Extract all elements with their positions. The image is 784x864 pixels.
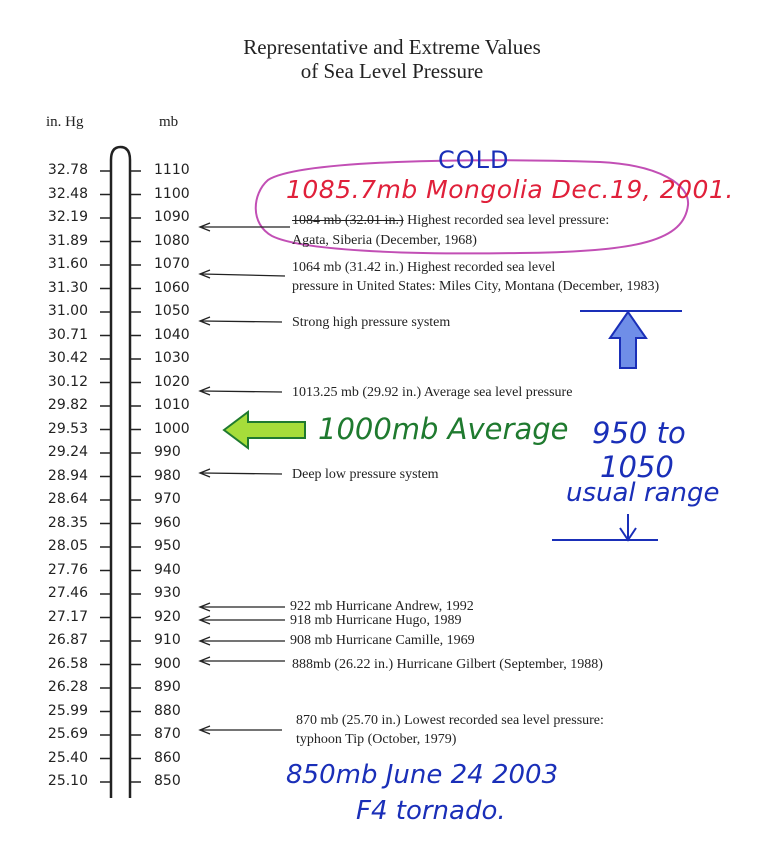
scale-label-inhg: 27.46 (47, 585, 88, 601)
scale-label-inhg: 25.99 (47, 702, 88, 719)
scale-label-inhg: 31.00 (47, 303, 88, 319)
scale-label-mb: 890 (154, 679, 181, 695)
note-deep-low: Deep low pressure system (292, 467, 439, 482)
scale-label-mb: 860 (154, 749, 181, 766)
scale-label-mb: 1020 (154, 373, 190, 390)
scale-label-mb: 1000 (154, 420, 190, 437)
scale-label-inhg: 31.89 (47, 232, 88, 249)
hand-cold: COLD (438, 146, 510, 174)
scale-label-mb: 1080 (154, 232, 190, 249)
scale-label-inhg: 25.40 (47, 749, 88, 766)
scale-label-mb: 1010 (154, 397, 190, 413)
scale-label-inhg: 29.82 (47, 397, 88, 413)
scale-label-inhg: 26.87 (47, 632, 88, 648)
scale-label-inhg: 28.64 (47, 491, 88, 507)
scale-label-mb: 1040 (154, 326, 190, 343)
scale-ticks (100, 171, 141, 782)
scale-label-mb: 980 (154, 467, 181, 484)
scale-label-inhg: 26.28 (47, 679, 88, 695)
unit-label-mb: mb (159, 114, 179, 130)
hand-tornado-1: 850mb June 24 2003 (286, 760, 559, 790)
note-tip-2: typhoon Tip (October, 1979) (296, 732, 457, 747)
scale-label-inhg: 31.30 (47, 279, 88, 296)
scale-label-mb: 870 (154, 726, 181, 742)
scale-label-mb: 1090 (154, 209, 190, 225)
hand-tornado-2: F4 tornado. (356, 796, 506, 826)
scale-label-mb: 1110 (154, 162, 190, 178)
scale-label-mb: 940 (154, 561, 181, 578)
scale-label-inhg: 30.71 (47, 326, 88, 343)
scale-label-mb: 970 (154, 491, 181, 507)
scale-label-mb: 930 (154, 585, 181, 601)
scale-label-mb: 950 (154, 538, 181, 554)
scale-label-mb: 1100 (154, 185, 190, 202)
scale-label-inhg: 32.19 (47, 209, 88, 225)
note-tip-1: 870 mb (25.70 in.) Lowest recorded sea level pressure: (296, 713, 604, 728)
scale-label-inhg: 26.58 (47, 655, 88, 672)
scale-label-inhg: 29.24 (47, 444, 88, 460)
scale-label-mb: 880 (154, 702, 181, 719)
scale-label-inhg: 25.69 (47, 726, 88, 742)
scale-label-inhg: 30.12 (47, 373, 88, 390)
note-andrew: 922 mb Hurricane Andrew, 1992 (290, 599, 474, 614)
scale-label-mb: 850 (154, 773, 181, 789)
scale-label-inhg: 29.53 (47, 420, 88, 437)
scale-label-mb: 1050 (154, 303, 190, 319)
scale-label-inhg: 27.76 (47, 561, 88, 578)
scale-label-mb: 900 (154, 655, 181, 672)
note-siberia-2: Agata, Siberia (December, 1968) (292, 233, 477, 248)
scale-label-inhg: 28.94 (47, 467, 88, 484)
scale-label-mb: 990 (154, 444, 181, 460)
hand-average-1000: 1000mb Average (318, 412, 569, 446)
scale-label-inhg: 32.48 (47, 185, 88, 202)
scale-label-mb: 1070 (154, 256, 190, 272)
scale-label-mb: 920 (154, 608, 181, 625)
scale-label-inhg: 27.17 (47, 608, 88, 625)
average-arrow (224, 412, 305, 448)
hand-usual-3: usual range (566, 478, 720, 508)
scale-label-mb: 1030 (154, 350, 190, 366)
note-us-high-2: pressure in United States: Miles City, Montana (December, 1983) (292, 279, 660, 294)
pointer-arrows (200, 223, 290, 734)
note-siberia-rest: Highest recorded sea level pressure: (403, 213, 610, 228)
note-average: 1013.25 mb (29.92 in.) Average sea level pressure (292, 385, 573, 400)
scale-label-inhg: 28.35 (47, 514, 88, 531)
note-hugo: 918 mb Hurricane Hugo, 1989 (290, 613, 462, 628)
note-strong-high: Strong high pressure system (292, 315, 451, 330)
pressure-column (111, 147, 130, 798)
hand-usual-2: 1050 (600, 450, 674, 484)
unit-label-inhg: in. Hg (46, 114, 84, 130)
scale-label-mb: 960 (154, 514, 181, 531)
scale-label-inhg: 31.60 (47, 256, 88, 272)
note-us-high-1: 1064 mb (31.42 in.) Highest recorded sea level (292, 260, 556, 275)
note-gilbert: 888mb (26.22 in.) Hurricane Gilbert (September, 1988) (292, 657, 603, 672)
note-siberia-1 (292, 211, 609, 231)
title-line-2: of Sea Level Pressure (300, 59, 484, 83)
scale-label-inhg: 32.78 (47, 162, 88, 178)
title-line-1: Representative and Extreme Values (243, 35, 541, 59)
scale-label-inhg: 25.10 (47, 773, 88, 789)
note-camille: 908 mb Hurricane Camille, 1969 (290, 633, 475, 648)
scale-label-inhg: 30.42 (47, 350, 88, 366)
scale-label-mb: 1060 (154, 279, 190, 296)
note-siberia-struck: 1084 mb (32.01 in.) (292, 213, 404, 228)
scale-label-mb: 910 (154, 632, 181, 648)
hand-usual-1: 950 to (592, 416, 686, 450)
hand-mongolia: 1085.7mb Mongolia Dec.19, 2001. (286, 175, 734, 204)
scale-label-inhg: 28.05 (47, 538, 88, 554)
